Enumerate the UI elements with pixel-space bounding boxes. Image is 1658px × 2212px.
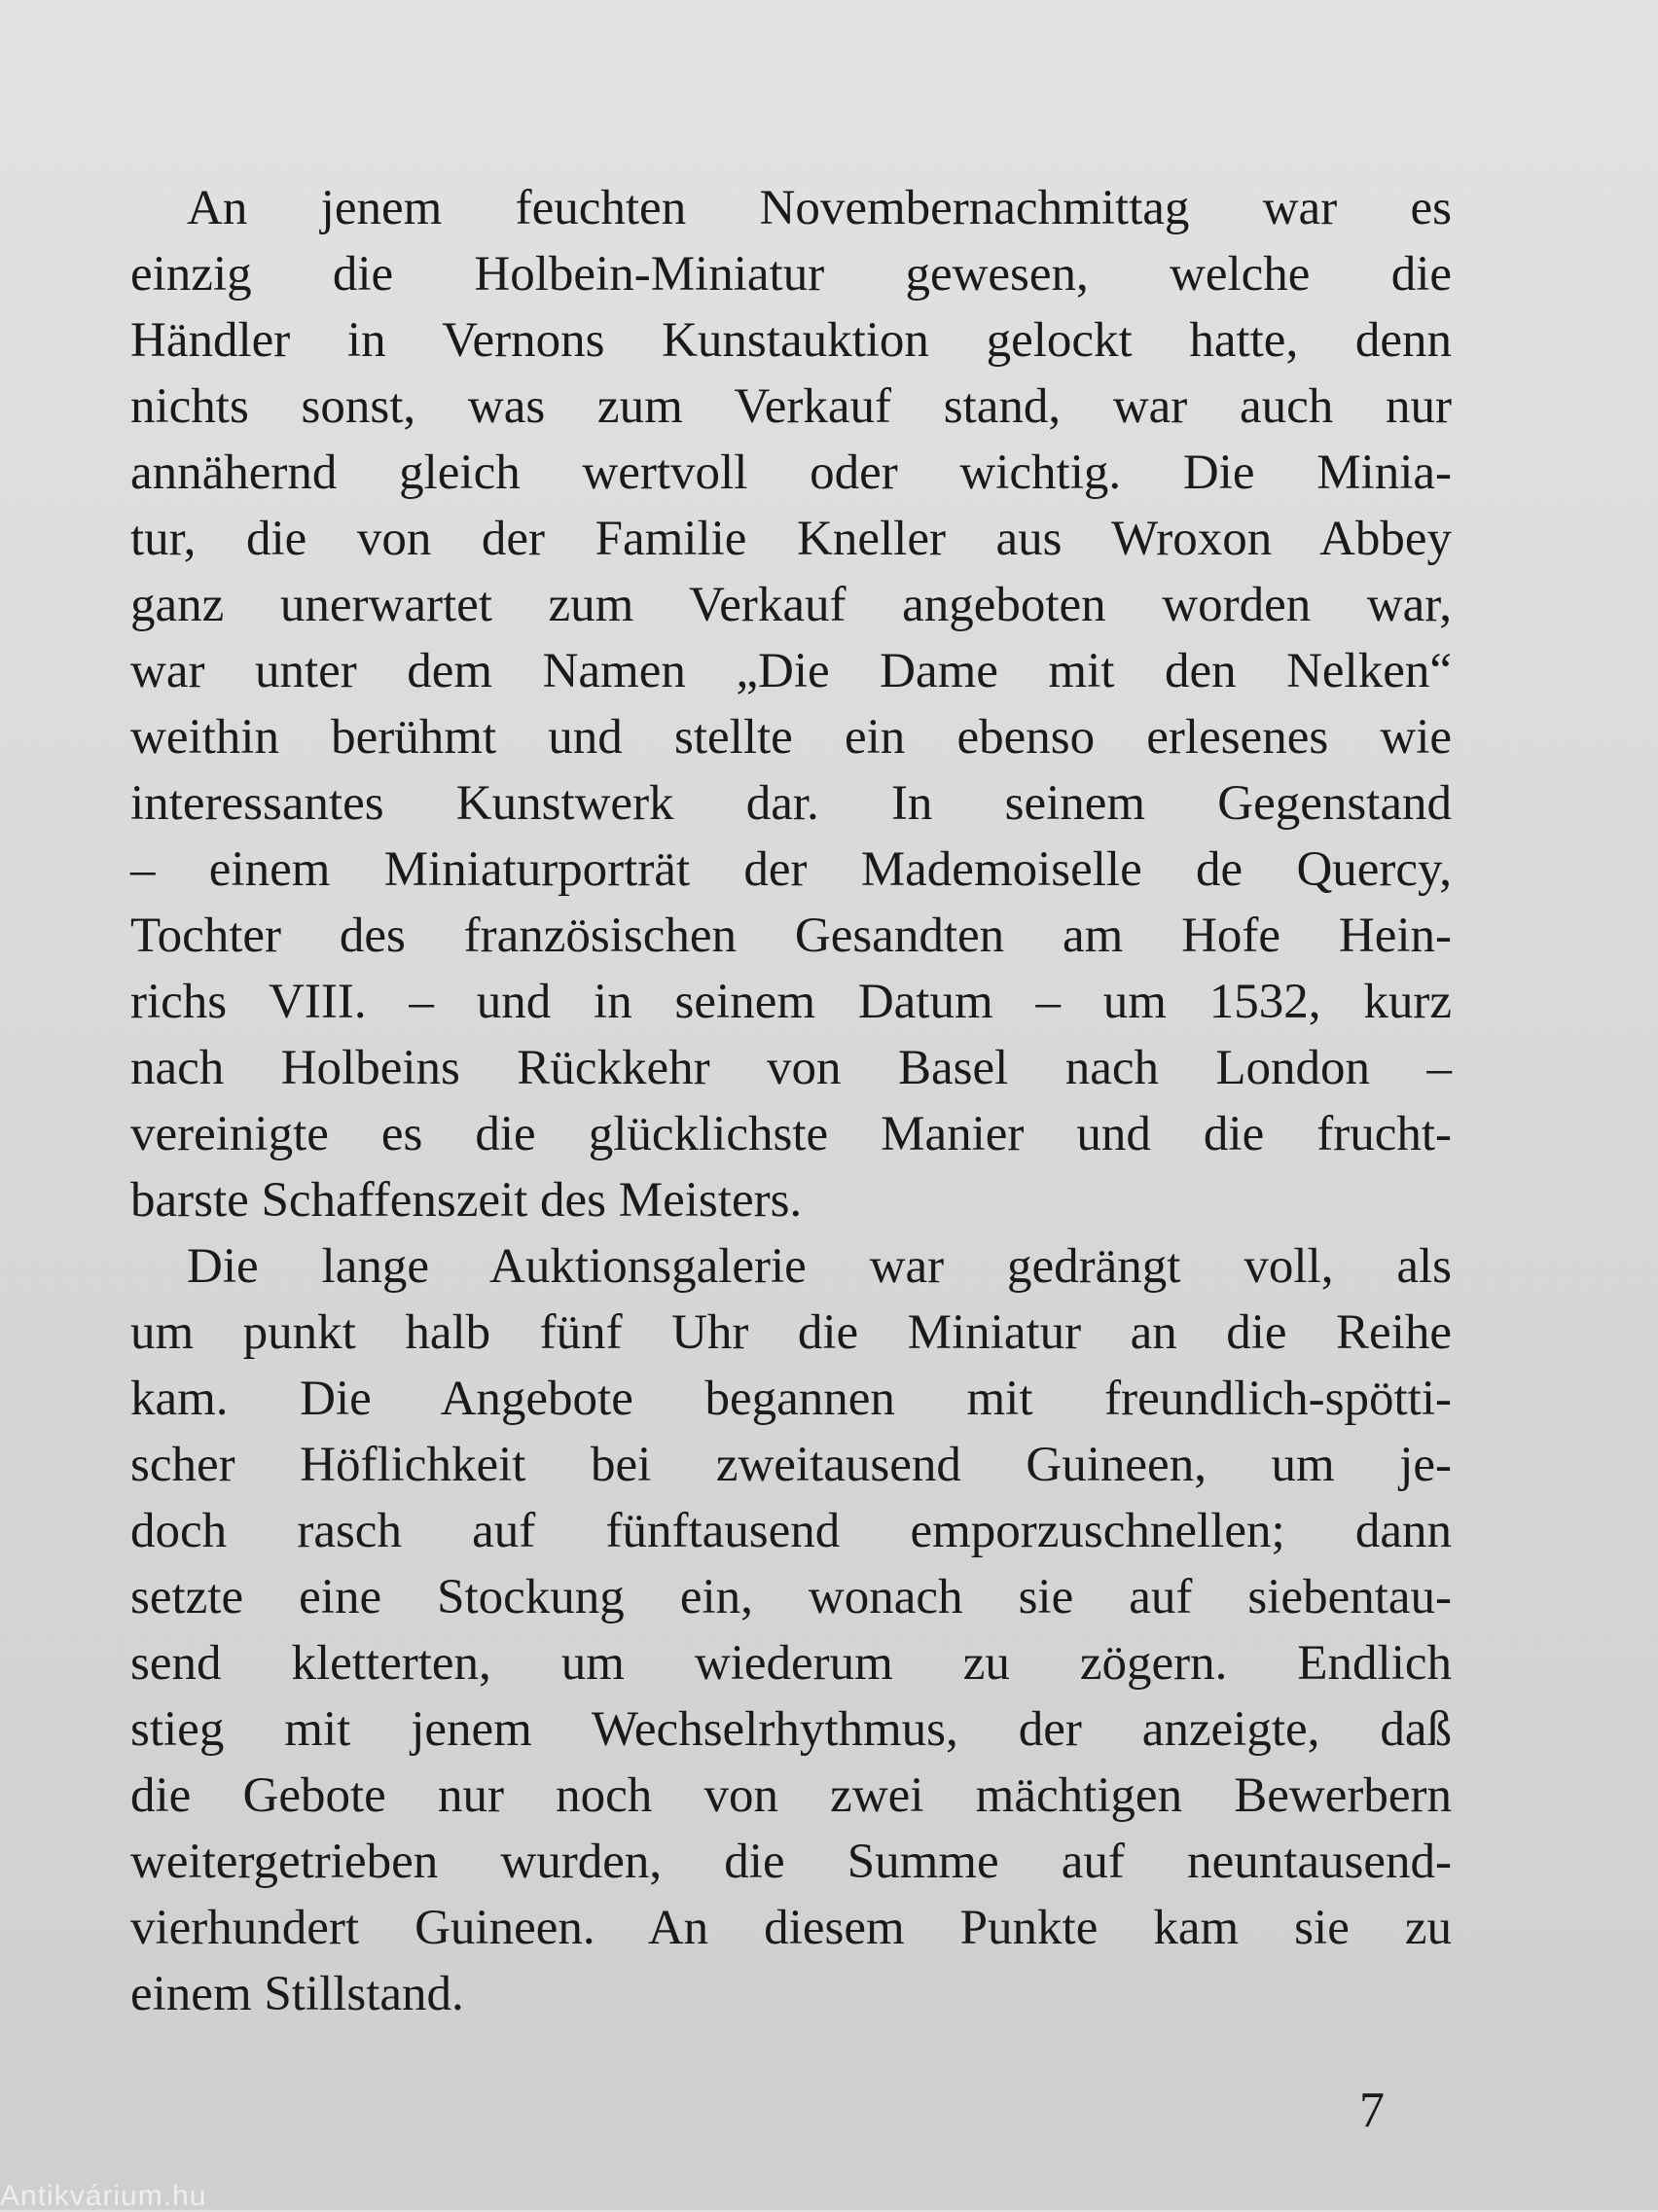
- paragraph-1-line-6: tur, die von der Familie Kneller aus Wroxon Abbey: [130, 512, 1452, 566]
- paragraph-1-line-12: Tochter des französischen Gesandten am Hofe Hein-: [130, 909, 1452, 963]
- paragraph-1-line-16: barste Schaffenszeit des Meisters.: [130, 1173, 803, 1228]
- paragraph-2-line-3: kam. Die Angebote begannen mit freundlich-spötti-: [130, 1372, 1452, 1426]
- paragraph-1-line-13: richs VIII. – und in seinem Datum – um 1532, kurz: [130, 975, 1452, 1029]
- body-text: [130, 175, 1452, 2027]
- paragraph-1-line-9: weithin berühmt und stellte ein ebenso erlesenes wie: [130, 710, 1452, 765]
- paragraph-2-line-9: die Gebote nur noch von zwei mächtigen Bewerbern: [130, 1768, 1452, 1823]
- paragraph-1-line-10: interessantes Kunstwerk dar. In seinem Gegenstand: [130, 776, 1452, 831]
- paragraph-2-line-10: weitergetrieben wurden, die Summe auf neuntausend-: [130, 1835, 1452, 1889]
- page-number: 7: [1359, 2083, 1385, 2138]
- paragraph-1-line-5: annähernd gleich wertvoll oder wichtig. Die Minia-: [130, 446, 1452, 500]
- paragraph-1-line-11: – einem Miniaturporträt der Mademoiselle de Quercy,: [130, 842, 1452, 897]
- paragraph-2-line-1: Die lange Auktionsgalerie war gedrängt voll, als: [187, 1239, 1452, 1294]
- paragraph-1-line-2: einzig die Holbein-Miniatur gewesen, welche die: [130, 247, 1452, 302]
- paragraph-2-line-2: um punkt halb fünf Uhr die Miniatur an die Reihe: [130, 1305, 1452, 1360]
- paragraph-2-line-4: scher Höflichkeit bei zweitausend Guineen, um je-: [130, 1438, 1452, 1492]
- paragraph-1-line-3: Händler in Vernons Kunstauktion gelockt hatte, denn: [130, 313, 1452, 368]
- paragraph-2-line-5: doch rasch auf fünftausend emporzuschnellen; dann: [130, 1504, 1452, 1558]
- paragraph-1-line-14: nach Holbeins Rückkehr von Basel nach London –: [130, 1041, 1452, 1095]
- paragraph-1-line-7: ganz unerwartet zum Verkauf angeboten worden war,: [130, 578, 1452, 632]
- paragraph-2-line-12: einem Stillstand.: [130, 1967, 464, 2021]
- paragraph-2-line-6: setzte eine Stockung ein, wonach sie auf siebentau-: [130, 1570, 1452, 1624]
- paragraph-1-line-15: vereinigte es die glücklichste Manier und die frucht-: [130, 1107, 1452, 1161]
- paragraph-1-line-1: An jenem feuchten Novembernachmittag war es: [187, 181, 1452, 235]
- paragraph-1-line-4: nichts sonst, was zum Verkauf stand, war auch nur: [130, 379, 1452, 434]
- paragraph-2-line-11: vierhundert Guineen. An diesem Punkte kam sie zu: [130, 1901, 1452, 1955]
- paragraph-2-line-8: stieg mit jenem Wechselrhythmus, der anzeigte, daß: [130, 1702, 1452, 1757]
- paragraph-2-line-7: send kletterten, um wiederum zu zögern. Endlich: [130, 1636, 1452, 1691]
- paragraph-1-line-8: war unter dem Namen „Die Dame mit den Nelken“: [130, 644, 1452, 698]
- watermark: Antikvárium.hu: [0, 2180, 207, 2212]
